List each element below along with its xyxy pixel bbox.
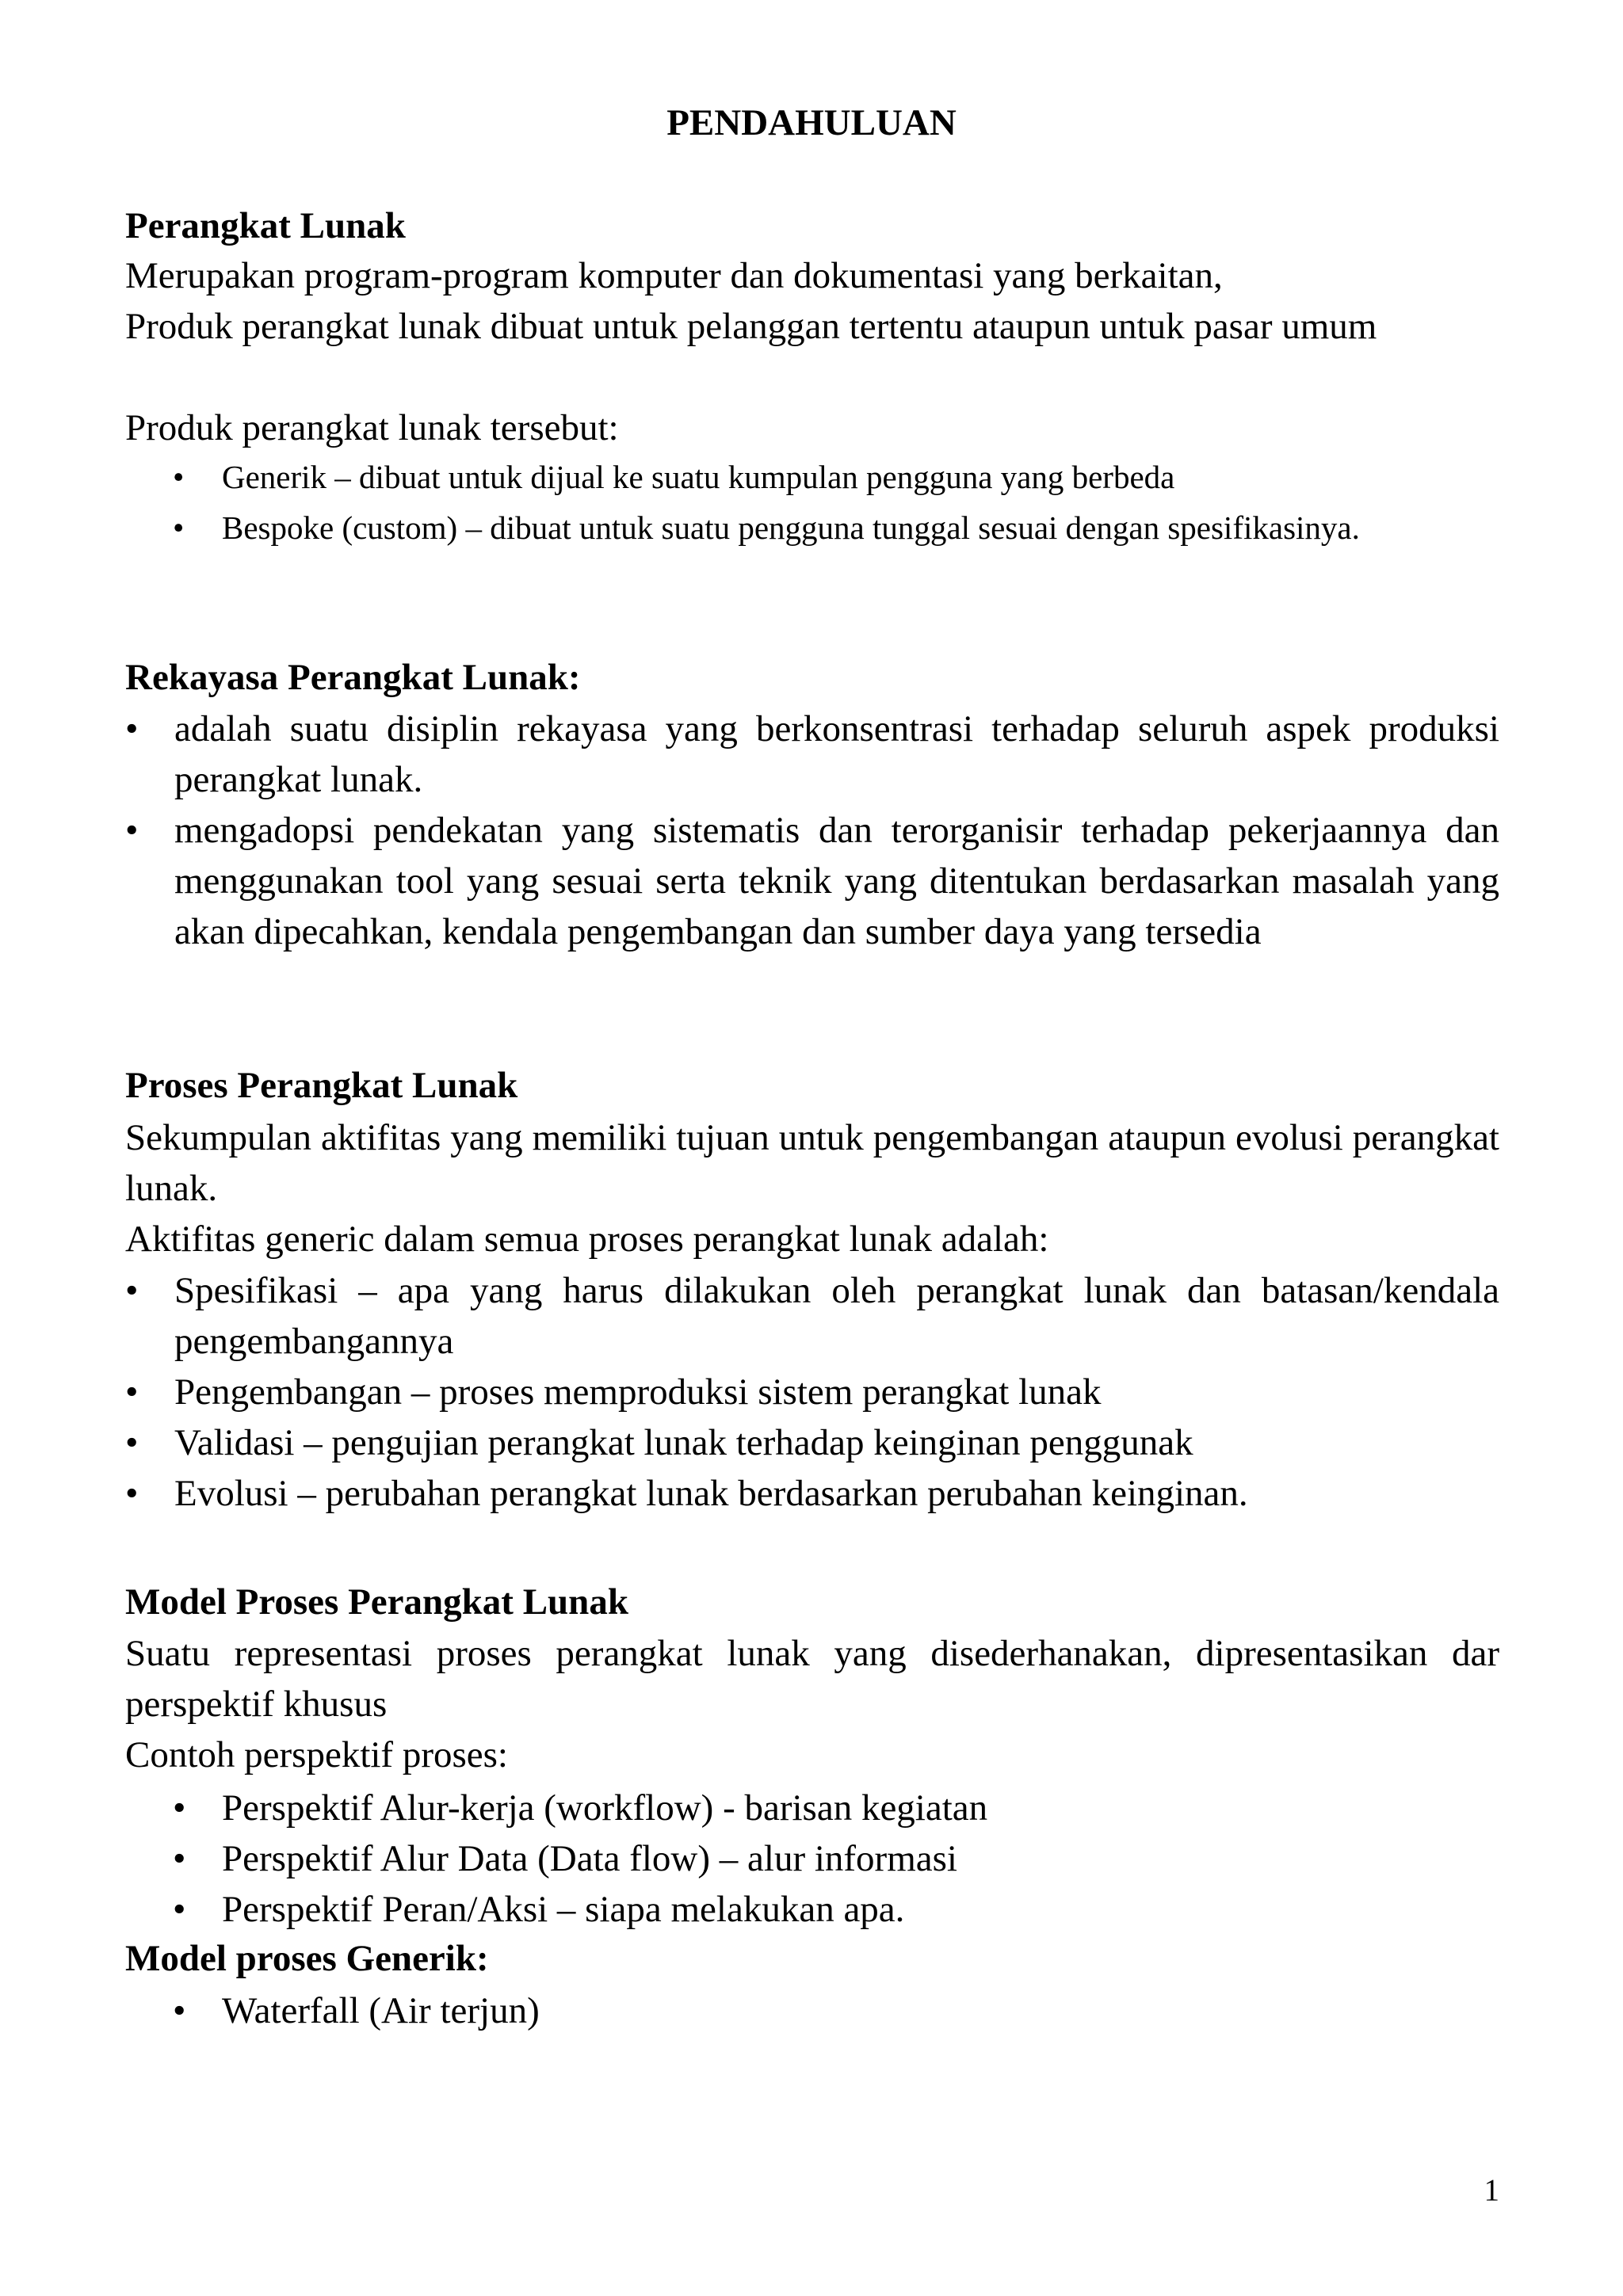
list-item: • Spesifikasi – apa yang harus dilakukan oleh perangkat lunak dan batasan/kendala pengembangannya [125, 1265, 1499, 1367]
section-heading-model-generik: Model proses Generik: [125, 1938, 489, 1979]
paragraph: Aktifitas generic dalam semua proses perangkat lunak adalah: [125, 1219, 1049, 1260]
list-item: • Perspektif Peran/Aksi – siapa melakukan apa. [125, 1884, 1499, 1935]
list-item: • Validasi – pengujian perangkat lunak terhadap keinginan penggunak [125, 1417, 1499, 1468]
page-number: 1 [1484, 2173, 1499, 2207]
paragraph: Merupakan program-program komputer dan dokumentasi yang berkaitan, [125, 255, 1223, 296]
list-item: • Generik – dibuat untuk dijual ke suatu kumpulan pengguna yang berbeda [125, 452, 1499, 502]
paragraph: Contoh perspektif proses: [125, 1734, 508, 1775]
list-item: • Evolusi – perubahan perangkat lunak berdasarkan perubahan keinginan. [125, 1468, 1499, 1519]
bullet-list [125, 1265, 1499, 1519]
page-title: PENDAHULUAN [666, 102, 957, 143]
list-item: • Perspektif Alur Data (Data flow) – alur informasi [125, 1833, 1499, 1884]
paragraph: Sekumpulan aktifitas yang memiliki tujuan untuk pengembangan ataupun evolusi perangkat lunak. [125, 1117, 1499, 1209]
section-heading-proses: Proses Perangkat Lunak [125, 1065, 518, 1106]
list-item: • Pengembangan – proses memproduksi sistem perangkat lunak [125, 1367, 1499, 1417]
bullet-list [125, 704, 1499, 957]
list-item: • mengadopsi pendekatan yang sistematis dan terorganisir terhadap pekerjaannya dan menggunakan tool yang sesuai serta teknik yang ditentukan berdasarkan masalah yang akan dipecahkan, kendala pengembangan dan sumber daya yang tersedia [125, 805, 1499, 957]
section-heading-rekayasa: Rekayasa Perangkat Lunak: [125, 657, 581, 698]
paragraph: Suatu representasi proses perangkat lunak yang disederhanakan, dipresentasikan dar perspektif khusus [125, 1633, 1499, 1725]
list-item: • Bespoke (custom) – dibuat untuk suatu pengguna tunggal sesuai dengan spesifikasinya. [125, 502, 1499, 553]
bullet-list [125, 452, 1499, 553]
section-heading-model-proses: Model Proses Perangkat Lunak [125, 1581, 628, 1623]
list-item: • Perspektif Alur-kerja (workflow) - barisan kegiatan [125, 1783, 1499, 1833]
list-item: • adalah suatu disiplin rekayasa yang berkonsentrasi terhadap seluruh aspek produksi perangkat lunak. [125, 704, 1499, 805]
list-item: • Waterfall (Air terjun) [125, 1985, 1499, 2036]
bullet-list [125, 1783, 1499, 1935]
paragraph: Produk perangkat lunak dibuat untuk pelanggan tertentu ataupun untuk pasar umum [125, 306, 1377, 347]
bullet-list [125, 1985, 1499, 2036]
section-heading-perangkat-lunak: Perangkat Lunak [125, 205, 406, 246]
paragraph: Produk perangkat lunak tersebut: [125, 407, 619, 448]
